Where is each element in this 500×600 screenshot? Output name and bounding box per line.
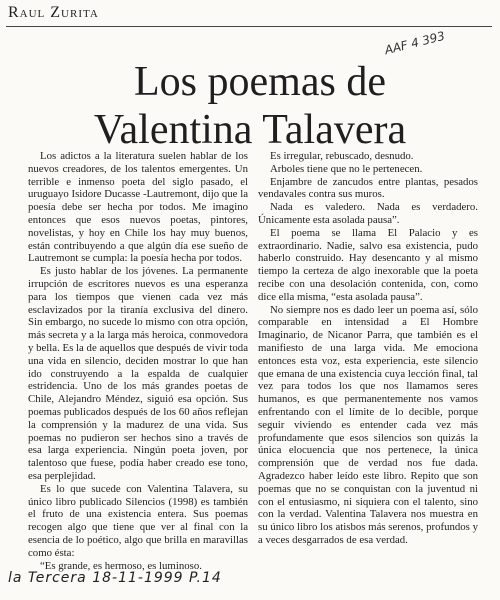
- handwritten-archive-note: AAF 4 393: [383, 28, 447, 58]
- title-line-2: Valentina Talavera: [93, 107, 407, 154]
- left-column: [28, 150, 248, 572]
- verse-line: Nada es valedero. Nada es verdadero. Únicamente esta asolada pausa”.: [258, 201, 478, 226]
- verse-line: Enjambre de zancudos entre plantas, pesados vendavales contra sus muros.: [258, 175, 478, 201]
- verse-line: Es irregular, rebuscado, desnudo.: [270, 150, 414, 162]
- right-column: [258, 150, 478, 547]
- title-line-1: Los poemas de: [134, 59, 386, 106]
- paragraph: No siempre nos es dado leer un poema así, sólo comparable en intensidad a El Hombre Imaginario, de Nicanor Parra, que también es el manifiesto de una larga vida. Me emociona entonces esta voz, esta experiencia, este silencio que emana de una existencia cuya lección final, tal vez para todos los que nos llamamos seres humanos, es que permanentemente nos vamos enfrentando con el límite de lo decible, porque seguir viviendo es entender cada vez más profundamente que esos silencios son quizás la única elocuencia que nos pertenece, la única comprensión que de verdad nos fue dada. Agradezco haber leído este libro. Repito que son poemas que no se conquistan con la juventud ni con el entusiasmo, ni siquiera con el talento, sino con la verdad. Valentina Talavera nos muestra en su único libro los atisbos más serenos, profundos y a veces desgarrados de esa verdad.: [258, 303, 478, 546]
- paragraph: “Es grande, es hermoso, es luminoso.: [40, 559, 202, 572]
- header-rule: [6, 26, 492, 27]
- paragraph: Es justo hablar de los jóvenes. La permanente irrupción de escritores nuevos es una esperanza para los tiempos que vienen cada vez más esclavizados por la tiranía exclusiva del dinero. Sin embargo, no sucede lo mismo con otra opción, más secreta y a la larga más heroica, conmovedora y bella. Es la de aquellos que después de vivir toda una vida en silencio, deciden mostrar lo que han ido construyendo a la espalda de cualquier estridencia. Uno de los más grandes poetas de Chile, Alejandro Méndez, siguió esa opción. Sus poemas publicados después de los 60 años reflejan la comprensión y la madurez de una vida. Sus poemas no pudieron ser hechos sino a través de esa larga experiencia. Ningún poeta joven, por talentoso que fuese, podía haber creado ese tono, esa perplejidad.: [28, 265, 248, 482]
- article-title: [0, 58, 500, 154]
- paragraph: Los adictos a la literatura suelen hablar de los nuevos creadores, de los talentos emergentes. Un terrible e inmenso poeta del siglo pasado, el uruguayo Isidore Ducasse -Lautremont, dijo que la poesía debe ser hecha por todos. Me imagino entonces que esos nuevos poetas, pintores, novelistas, y hoy en Chile los hay muy buenos, están contribuyendo a que algún día ese sueño de Lautremont se cumpla: la poesía hecha por todos.: [28, 150, 248, 265]
- paragraph: El poema se llama El Palacio y es extraordinario. Nadie, salvo esa existencia, pudo haberlo construido. Hay desencanto y al mismo tiempo la certeza de algo inexorable que la poeta recibe con una desolación contenida, con, como dice ella misma, “esta asolada pausa”.: [258, 226, 478, 303]
- paragraph: Es lo que sucede con Valentina Talavera, su único libro publicado Silencios (1998) es también el fruto de una existencia entera. Sus poemas recogen algo que tiene que ver al final con la esencia de lo poético, algo que brilla en maravillas como ésta:: [28, 482, 248, 559]
- handwritten-source-note: la Tercera 18-11-1999 P.14: [8, 570, 222, 586]
- author-byline: Raul Zurita: [8, 4, 99, 21]
- verse-line: Arboles tiene que no le pertenecen.: [270, 162, 423, 175]
